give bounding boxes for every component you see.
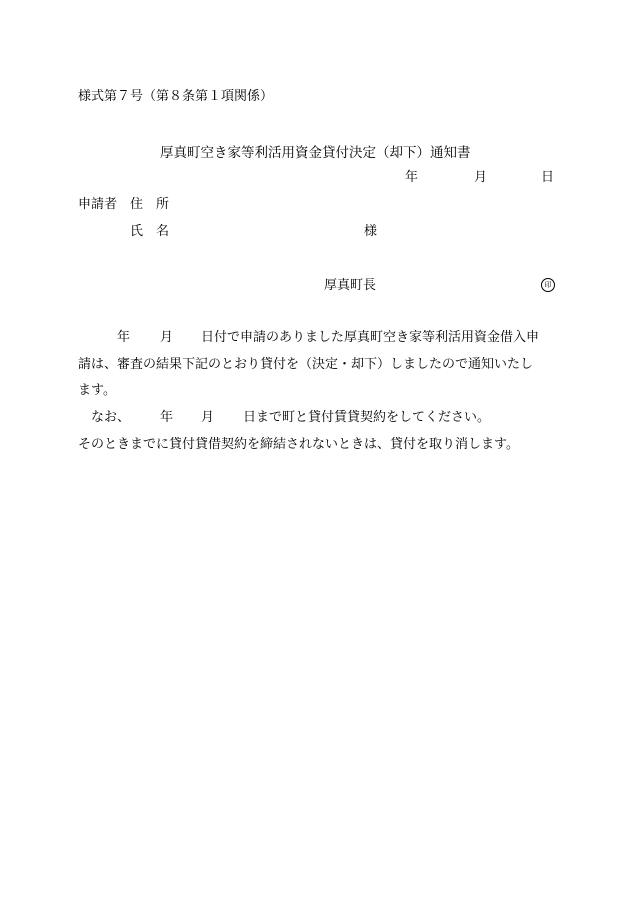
seal-icon: 印: [541, 278, 555, 292]
body-line1-month: 月: [160, 330, 174, 345]
address-label: 住 所: [130, 197, 170, 212]
body-line4-year: 年: [160, 410, 174, 425]
body-line5: そのときまでに貸付貸借契約を締結されないときは、貸付を取り消します。: [78, 437, 519, 452]
body-line2: 請は、審査の結果下記のとおり貸付を（決定・却下）しましたので通知いたし: [78, 357, 534, 372]
body-line4-text: 日まで町と貸付賃貸契約をしてください。: [243, 410, 491, 425]
applicant-label: 申請者: [78, 197, 118, 212]
issuer-title: 厚真町長: [324, 278, 377, 293]
body-line4-month: 月: [201, 410, 215, 425]
honorific-label: 様: [364, 224, 378, 239]
form-number: 様式第７号（第８条第１項関係）: [78, 89, 274, 104]
body-line1-text: 日付で申請のありました厚真町空き家等利活用資金借入申: [201, 330, 540, 345]
document-title: 厚真町空き家等利活用資金貸付決定（却下）通知書: [160, 145, 471, 161]
date-year-label: 年: [405, 170, 419, 185]
body-line1-year: 年: [117, 330, 131, 345]
body-line3: ます。: [78, 383, 116, 398]
date-day-label: 日: [541, 170, 555, 185]
seal-mark: [541, 278, 555, 297]
name-label: 氏 名: [130, 224, 170, 239]
body-line4-prefix: なお、: [91, 410, 131, 425]
date-month-label: 月: [474, 170, 488, 185]
